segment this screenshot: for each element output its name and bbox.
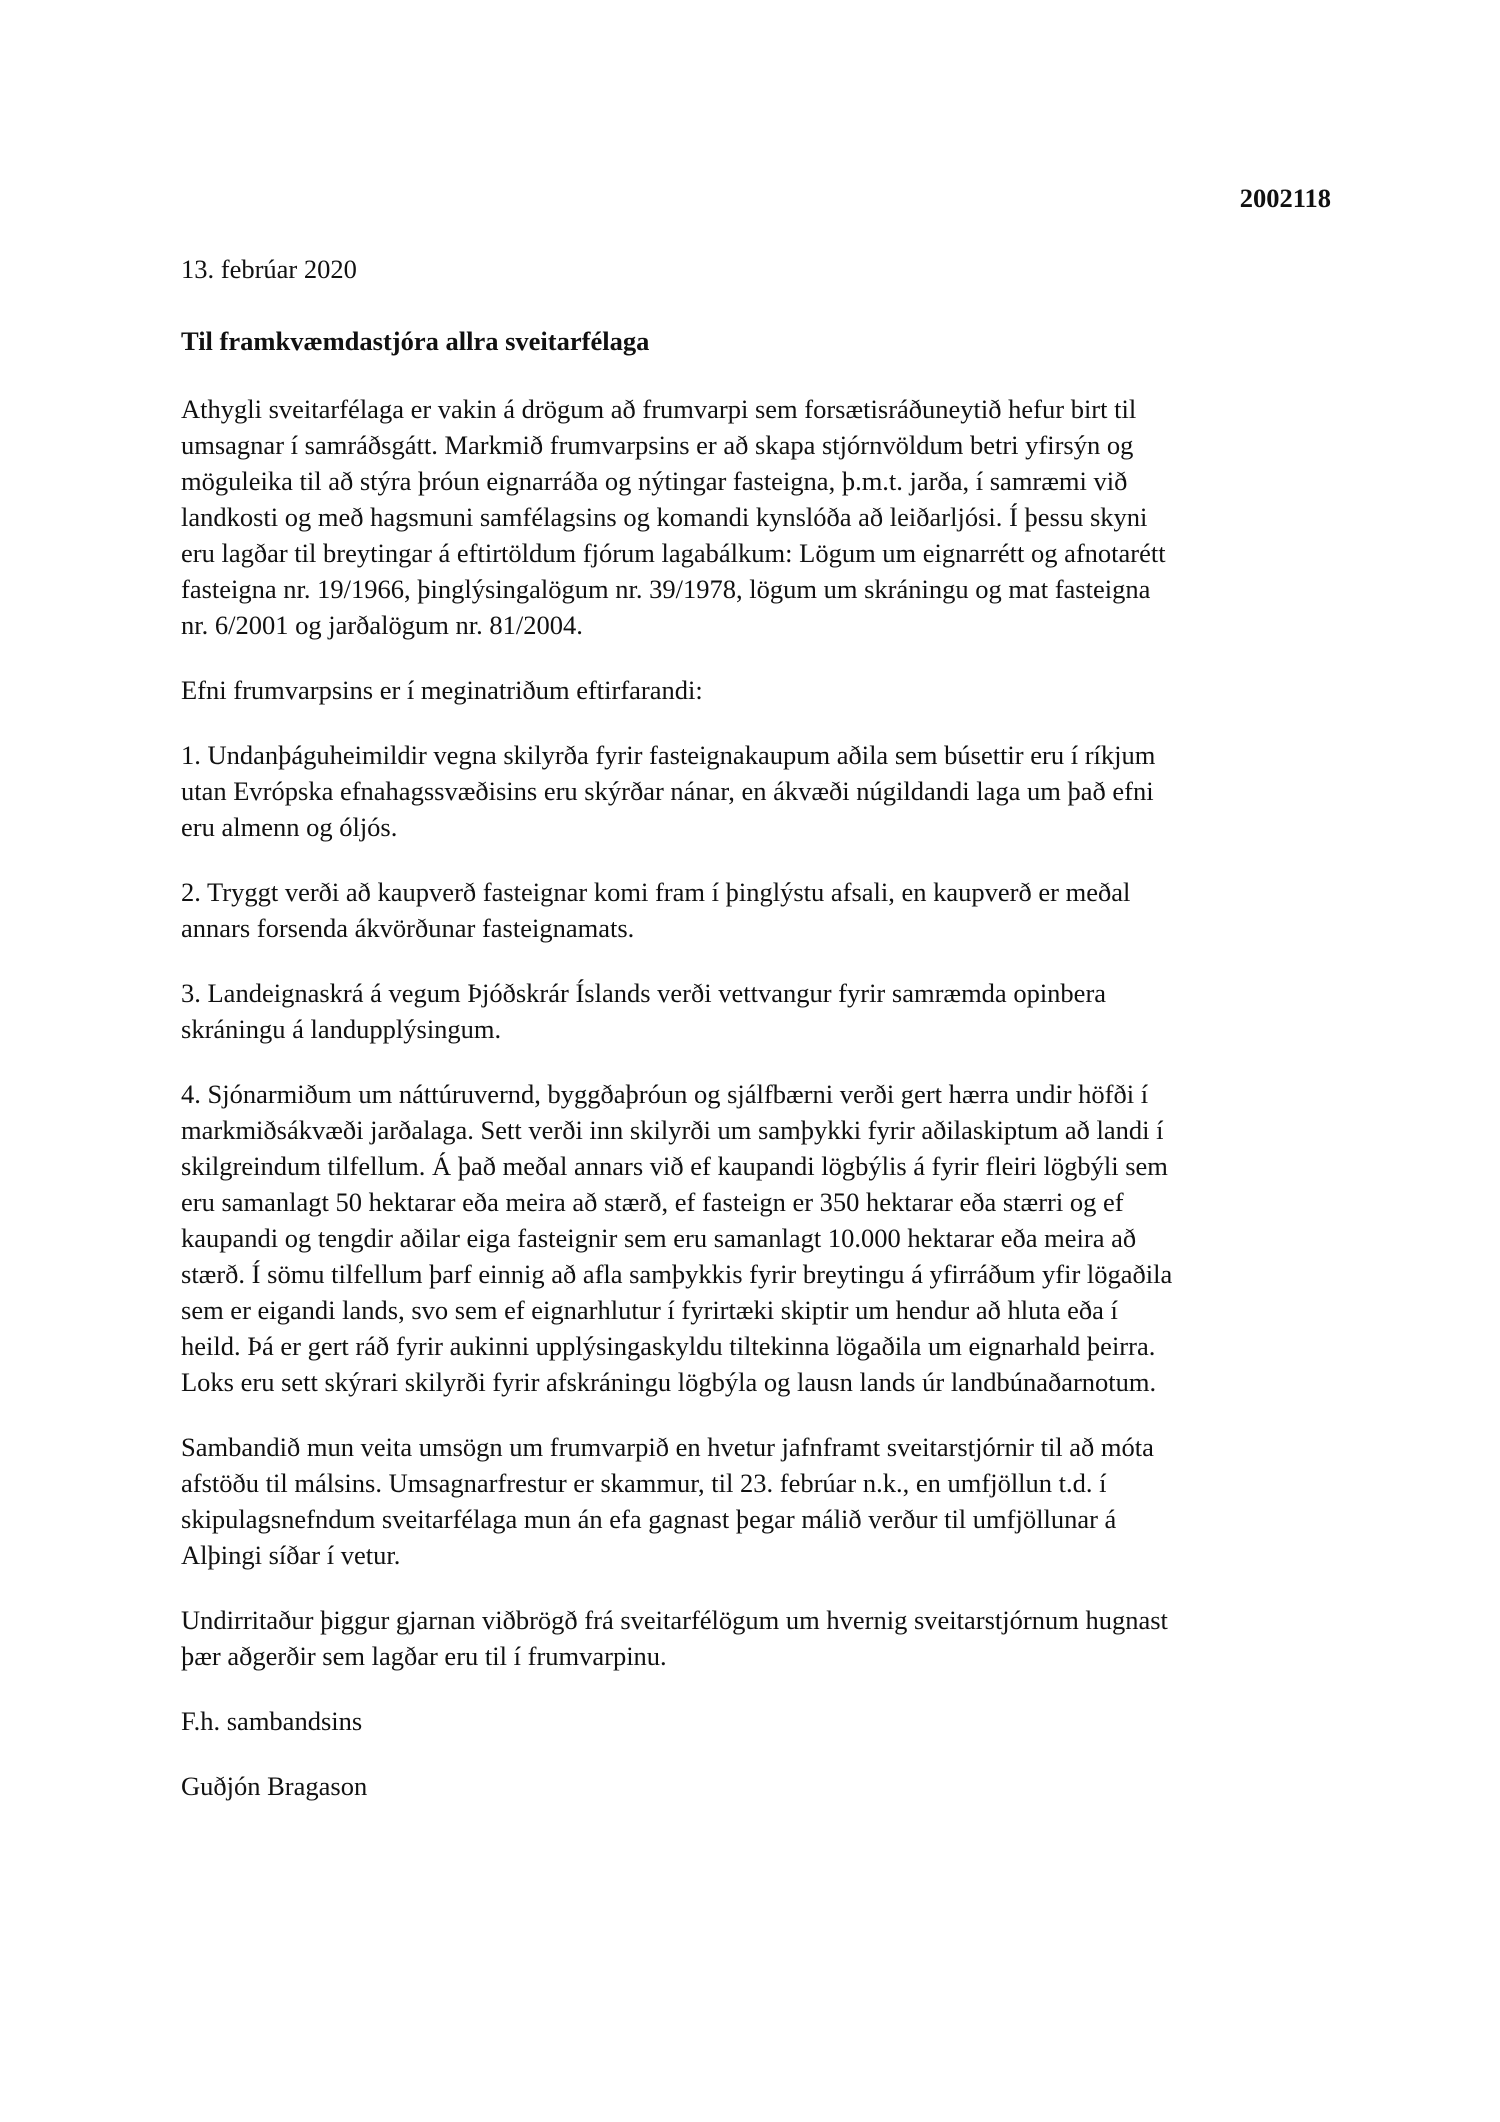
paragraph-line: eru lagðar til breytingar á eftirtöldum fjórum lagabálkum: Lögum um eignarrétt og afnotarétt	[181, 538, 1166, 568]
paragraph-line: þær aðgerðir sem lagðar eru til í frumvarpinu.	[181, 1641, 667, 1671]
paragraph-line: 3. Landeignaskrá á vegum Þjóðskrár Íslands verði vettvangur fyrir samræmda opinbera	[181, 978, 1107, 1008]
paragraph-line: afstöðu til málsins. Umsagnarfrestur er skammur, til 23. febrúar n.k., en umfjöllun t.d. í	[181, 1468, 1107, 1498]
letter-date: 13. febrúar 2020	[181, 254, 357, 284]
letter-recipient-heading: Til framkvæmdastjóra allra sveitarfélaga	[181, 326, 650, 356]
body-paragraph	[181, 975, 1331, 1047]
body-paragraph	[181, 1076, 1331, 1400]
paragraph-line: 2. Tryggt verði að kaupverð fasteignar komi fram í þinglýstu afsali, en kaupverð er meðal	[181, 877, 1131, 907]
body-paragraph	[181, 391, 1331, 643]
letter-body	[181, 391, 1331, 1674]
paragraph-line: sem er eigandi lands, svo sem ef eignarhlutur í fyrirtæki skiptir um hendur að hluta eða í	[181, 1295, 1118, 1325]
paragraph-line: möguleika til að stýra þróun eignarráða og nýtingar fasteigna, þ.m.t. jarða, í samræmi við	[181, 466, 1128, 496]
body-paragraph	[181, 1429, 1331, 1573]
paragraph-line: umsagnar í samráðsgátt. Markmið frumvarpsins er að skapa stjórnvöldum betri yfirsýn og	[181, 430, 1134, 460]
paragraph-line: stærð. Í sömu tilfellum þarf einnig að afla samþykkis fyrir breytingu á yfirráðum yfir lögaðila	[181, 1259, 1173, 1289]
paragraph-line: eru samanlagt 50 hektarar eða meira að stærð, ef fasteign er 350 hektarar eða stærri og ef	[181, 1187, 1124, 1217]
paragraph-line: Loks eru sett skýrari skilyrði fyrir afskráningu lögbýla og lausn lands úr landbúnaðarnotum.	[181, 1367, 1157, 1397]
paragraph-line: skipulagsnefndum sveitarfélaga mun án efa gagnast þegar málið verður til umfjöllunar á	[181, 1504, 1117, 1534]
paragraph-line: Alþingi síðar í vetur.	[181, 1540, 401, 1570]
paragraph-line: fasteigna nr. 19/1966, þinglýsingalögum nr. 39/1978, lögum um skráningu og mat fasteigna	[181, 574, 1151, 604]
paragraph-line: markmiðsákvæði jarðalaga. Sett verði inn skilyrði um samþykki fyrir aðilaskiptum að landi í	[181, 1115, 1164, 1145]
paragraph-line: 1. Undanþáguheimildir vegna skilyrða fyrir fasteignakaupum aðila sem búsettir eru í ríkjum	[181, 740, 1156, 770]
body-paragraph	[181, 672, 1331, 708]
paragraph-line: landkosti og með hagsmuni samfélagsins og komandi kynslóða að leiðarljósi. Í þessu skyni	[181, 502, 1148, 532]
paragraph-line: annars forsenda ákvörðunar fasteignamats.	[181, 913, 635, 943]
body-paragraph	[181, 737, 1331, 845]
paragraph-line: 4. Sjónarmiðum um náttúruvernd, byggðaþróun og sjálfbærni verði gert hærra undir höfði í	[181, 1079, 1149, 1109]
paragraph-line: Athygli sveitarfélaga er vakin á drögum að frumvarpi sem forsætisráðuneytið hefur birt til	[181, 394, 1137, 424]
paragraph-line: kaupandi og tengdir aðilar eiga fasteignir sem eru samanlagt 10.000 hektarar eða meira að	[181, 1223, 1137, 1253]
reference-number: 2002118	[1239, 183, 1331, 213]
paragraph-line: eru almenn og óljós.	[181, 812, 398, 842]
body-paragraph	[181, 874, 1331, 946]
paragraph-line: utan Evrópska efnahagssvæðisins eru skýrðar nánar, en ákvæði núgildandi laga um það efni	[181, 776, 1154, 806]
paragraph-line: heild. Þá er gert ráð fyrir aukinni upplýsingaskyldu tiltekinna lögaðila um eignarhald þeirra.	[181, 1331, 1156, 1361]
paragraph-line: Undirritaður þiggur gjarnan viðbrögð frá sveitarfélögum um hvernig sveitarstjórnum hugnast	[181, 1605, 1168, 1635]
body-paragraph	[181, 1602, 1331, 1674]
paragraph-line: nr. 6/2001 og jarðalögum nr. 81/2004.	[181, 610, 583, 640]
paragraph-line: skilgreindum tilfellum. Á það meðal annars við ef kaupandi lögbýlis á fyrir fleiri lögbýli sem	[181, 1151, 1168, 1181]
letter-page	[181, 180, 1331, 1833]
closing-line: F.h. sambandsins	[181, 1706, 363, 1736]
paragraph-line: skráningu á landupplýsingum.	[181, 1014, 502, 1044]
paragraph-line: Sambandið mun veita umsögn um frumvarpið en hvetur jafnframt sveitarstjórnir til að móta	[181, 1432, 1154, 1462]
signatory-name: Guðjón Bragason	[181, 1771, 368, 1801]
paragraph-line: Efni frumvarpsins er í meginatriðum eftirfarandi:	[181, 675, 703, 705]
